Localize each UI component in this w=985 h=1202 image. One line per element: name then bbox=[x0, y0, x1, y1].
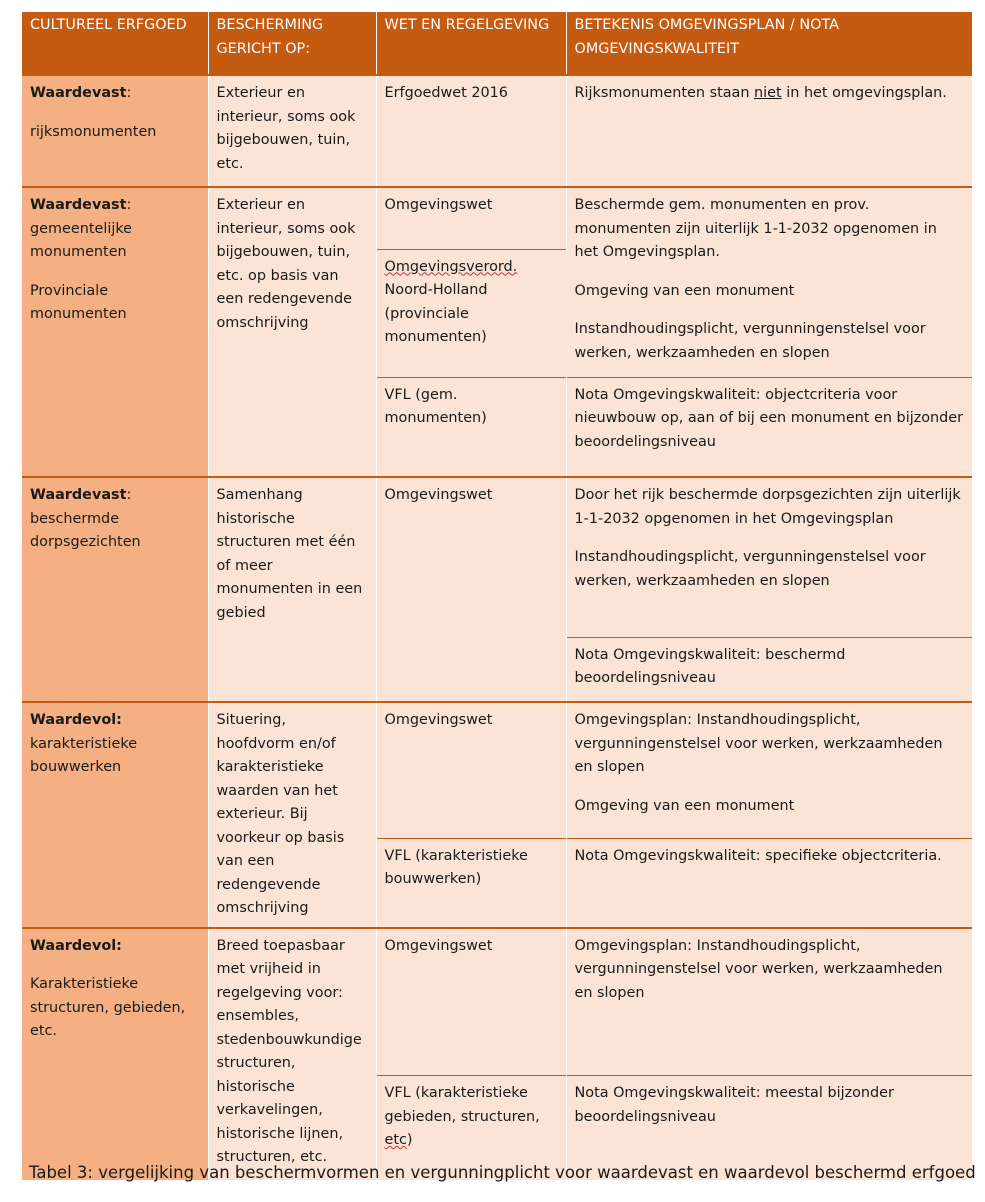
category-label: Karakteristieke structuren, gebieden, etc. bbox=[30, 976, 186, 1039]
cell-wet: Erfgoedwet 2016 bbox=[376, 75, 566, 187]
paragraph: Door het rijk beschermde dorpsgezichten zijn uiterlijk 1-1-2032 opgenomen in het Omgevingsplan bbox=[574, 487, 961, 527]
cell-betekenis: Omgevingsplan: Instandhoudingsplicht, vergunningenstelsel voor werken, werkzaamheden en slopen bbox=[566, 928, 972, 1076]
table-row bbox=[22, 477, 972, 637]
paragraph: Instandhoudingsplicht, vergunningenstelsel voor werken, werkzaamheden en slopen bbox=[574, 549, 926, 589]
cell-erfgoed bbox=[22, 187, 208, 477]
cell-betekenis bbox=[566, 702, 972, 838]
text-segment: in het omgevingsplan. bbox=[781, 85, 947, 101]
cell-wet: VFL (gem. monumenten) bbox=[376, 377, 566, 477]
cell-erfgoed bbox=[22, 75, 208, 187]
cell-wet bbox=[376, 249, 566, 377]
header-wet-regelgeving: WET EN REGELGEVING bbox=[376, 12, 566, 75]
type-suffix: : beschermde dorpsgezichten bbox=[30, 487, 141, 550]
heritage-comparison-table bbox=[22, 12, 972, 1180]
cell-betekenis: Nota Omgevingskwaliteit: specifieke objectcriteria. bbox=[566, 838, 972, 927]
cell-bescherming: Exterieur en interieur, soms ook bijgebouwen, tuin, etc. op basis van een redengevende omschrijving bbox=[208, 187, 376, 477]
cell-wet: Omgevingswet bbox=[376, 477, 566, 702]
cell-erfgoed bbox=[22, 928, 208, 1180]
cell-wet: VFL (karakteristieke bouwwerken) bbox=[376, 838, 566, 927]
cell-erfgoed bbox=[22, 702, 208, 928]
cell-erfgoed bbox=[22, 477, 208, 702]
cell-betekenis bbox=[566, 75, 972, 187]
table-row bbox=[22, 187, 972, 249]
header-bescherming: BESCHERMING GERICHT OP: bbox=[208, 12, 376, 75]
cell-betekenis bbox=[566, 477, 972, 637]
header-cultureel-erfgoed: CULTUREEL ERFGOED bbox=[22, 12, 208, 75]
category-label: Provinciale monumenten bbox=[30, 282, 127, 322]
spellcheck-text: etc bbox=[384, 1132, 407, 1148]
text-segment: ) bbox=[406, 1132, 413, 1148]
paragraph: Instandhoudingsplicht, vergunningenstelsel voor werken, werkzaamheden en slopen bbox=[574, 321, 926, 361]
type-suffix: : bbox=[126, 85, 132, 101]
cell-wet: Omgevingswet bbox=[376, 187, 566, 249]
cell-bescherming: Situering, hoofdvorm en/of karakteristieke waarden van het exterieur. Bij voorkeur op basis van een redengevende omschrijving bbox=[208, 702, 376, 928]
type-label: Waardevast bbox=[30, 487, 127, 503]
type-label: Waardevol: bbox=[30, 712, 122, 728]
underlined-text: niet bbox=[754, 85, 782, 101]
type-suffix: : gemeentelijke monumenten bbox=[30, 197, 132, 260]
paragraph: Omgeving van een monument bbox=[574, 797, 795, 814]
cell-wet: Omgevingswet bbox=[376, 928, 566, 1076]
cell-bescherming: Breed toepasbaar met vrijheid in regelgeving voor: ensembles, stedenbouwkundige structuren, historische verkavelingen, historische lijnen, structuren, etc. bbox=[208, 928, 376, 1180]
cell-bescherming: Exterieur en interieur, soms ook bijgebouwen, tuin, etc. bbox=[208, 75, 376, 187]
cell-betekenis bbox=[566, 187, 972, 377]
type-label: Waardevol: bbox=[30, 937, 122, 954]
table-row bbox=[22, 75, 972, 187]
text-segment: Noord-Holland (provinciale monumenten) bbox=[384, 282, 488, 345]
paragraph: Omgevingsplan: Instandhoudingsplicht, vergunningenstelsel voor werken, werkzaamheden en slopen bbox=[574, 712, 943, 775]
category-label: karakteristieke bouwwerken bbox=[30, 735, 138, 775]
type-label: Waardevast bbox=[30, 197, 127, 213]
cell-betekenis: Nota Omgevingskwaliteit: objectcriteria voor nieuwbouw op, aan of bij een monument en bijzonder beoordelingsniveau bbox=[566, 377, 972, 477]
cell-bescherming: Samenhang historische structuren met één of meer monumenten in een gebied bbox=[208, 477, 376, 702]
table-header-row bbox=[22, 12, 972, 75]
spellcheck-text: Omgevingsverord. bbox=[384, 258, 518, 275]
table-row bbox=[22, 928, 972, 1076]
type-label: Waardevast bbox=[30, 85, 127, 101]
cell-betekenis: Nota Omgevingskwaliteit: beschermd beoordelingsniveau bbox=[566, 637, 972, 702]
paragraph: Omgeving van een monument bbox=[574, 282, 795, 299]
header-betekenis: BETEKENIS OMGEVINGSPLAN / NOTA OMGEVINGSKWALITEIT bbox=[566, 12, 972, 75]
cell-betekenis: Nota Omgevingskwaliteit: meestal bijzonder beoordelingsniveau bbox=[566, 1076, 972, 1180]
paragraph: Beschermde gem. monumenten en prov. monumenten zijn uiterlijk 1-1-2032 opgenomen in het Omgevingsplan. bbox=[574, 197, 937, 260]
category-label: rijksmonumenten bbox=[30, 123, 157, 140]
text-segment: Rijksmonumenten staan bbox=[574, 85, 755, 101]
table-row bbox=[22, 702, 972, 838]
cell-wet: Omgevingswet bbox=[376, 702, 566, 838]
text-segment: VFL (karakteristieke gebieden, structuren, bbox=[384, 1085, 540, 1125]
table-caption: Tabel 3: vergelijking van beschermvormen en vergunningplicht voor waardevast en waardevol beschermd erfgoed bbox=[29, 1163, 976, 1182]
